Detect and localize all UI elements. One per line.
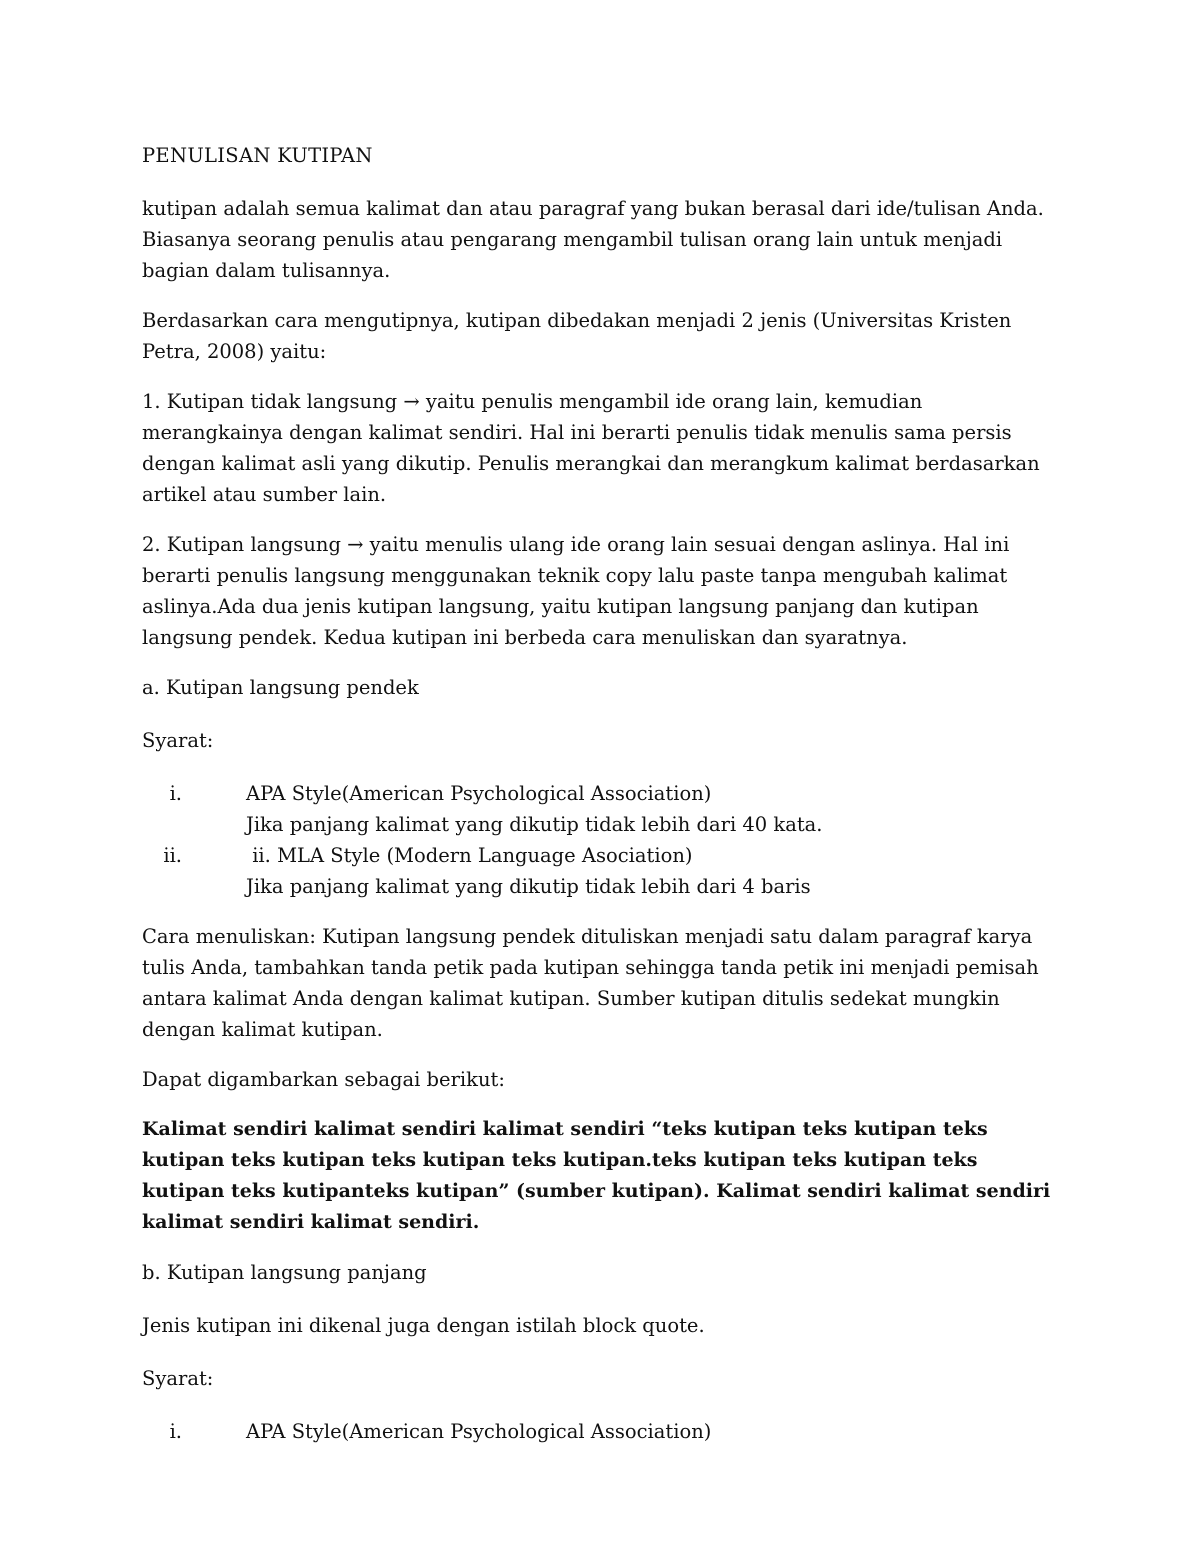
list-item-line: Jika panjang kalimat yang dikutip tidak lebih dari 40 kata. bbox=[246, 813, 823, 836]
list-item-text bbox=[246, 778, 1062, 840]
requirements-label-a: Syarat: bbox=[142, 729, 214, 752]
list-item-text bbox=[246, 1416, 1062, 1447]
list-item-line: Jika panjang kalimat yang dikutip tidak lebih dari 4 baris bbox=[246, 875, 811, 898]
list-item-line: ii. MLA Style (Modern Language Asociation) bbox=[246, 844, 693, 867]
paragraph-indirect-quote: 1. Kutipan tidak langsung → yaitu penulis mengambil ide orang lain, kemudian merangkainya dengan kalimat sendiri. Hal ini berarti penulis tidak menulis sama persis dengan kalimat asli yang dikutip. Penulis merangkai dan merangkum kalimat berdasarkan artikel atau sumber lain. bbox=[142, 390, 1040, 506]
paragraph-how-to-write: Cara menuliskan: Kutipan langsung pendek dituliskan menjadi satu dalam paragraf karya tulis Anda, tambahkan tanda petik pada kutipan sehingga tanda petik ini menjadi pemisah antara kalimat Anda dengan kalimat kutipan. Sumber kutipan ditulis sedekat mungkin dengan kalimat kutipan. bbox=[142, 925, 1039, 1041]
paragraph-types-intro: Berdasarkan cara mengutipnya, kutipan dibedakan menjadi 2 jenis (Universitas Kristen Petra, 2008) yaitu: bbox=[142, 309, 1012, 363]
section-heading-short-quote: a. Kutipan langsung pendek bbox=[142, 676, 419, 699]
list-item-number: ii. bbox=[163, 844, 182, 867]
requirements-list-a bbox=[142, 778, 1062, 902]
list-item-text bbox=[246, 840, 1062, 902]
paragraph-block-quote: Jenis kutipan ini dikenal juga dengan istilah block quote. bbox=[142, 1314, 705, 1337]
list-item-line: APA Style(American Psychological Association) bbox=[246, 1420, 712, 1443]
paragraph-illustration-intro: Dapat digambarkan sebagai berikut: bbox=[142, 1068, 505, 1091]
example-quote-bold: Kalimat sendiri kalimat sendiri kalimat sendiri “teks kutipan teks kutipan teks kutipan teks kutipan teks kutipan teks kutipan.teks kutipan teks kutipan teks kutipan teks kutipanteks kutipan” (sumber kutipan). Kalimat sendiri kalimat sendiri kalimat sendiri kalimat sendiri. bbox=[142, 1118, 1051, 1233]
list-item-line: APA Style(American Psychological Association) bbox=[246, 782, 712, 805]
list-item-number: i. bbox=[169, 782, 182, 805]
list-item bbox=[142, 1416, 1062, 1447]
list-item bbox=[142, 778, 1062, 840]
document-body bbox=[142, 140, 1062, 1466]
document-title: PENULISAN KUTIPAN bbox=[142, 144, 373, 167]
list-item bbox=[142, 840, 1062, 902]
section-heading-long-quote: b. Kutipan langsung panjang bbox=[142, 1261, 427, 1284]
paragraph-direct-quote: 2. Kutipan langsung → yaitu menulis ulang ide orang lain sesuai dengan aslinya. Hal ini berarti penulis langsung menggunakan teknik copy lalu paste tanpa mengubah kalimat aslinya.Ada dua jenis kutipan langsung, yaitu kutipan langsung panjang dan kutipan langsung pendek. Kedua kutipan ini berbeda cara menuliskan dan syaratnya. bbox=[142, 533, 1010, 649]
requirements-label-b: Syarat: bbox=[142, 1367, 214, 1390]
paragraph-definition: kutipan adalah semua kalimat dan atau paragraf yang bukan berasal dari ide/tulisan Anda. Biasanya seorang penulis atau pengarang mengambil tulisan orang lain untuk menjadi bagian dalam tulisannya. bbox=[142, 197, 1044, 282]
list-item-number: i. bbox=[169, 1420, 182, 1443]
requirements-list-b bbox=[142, 1416, 1062, 1447]
